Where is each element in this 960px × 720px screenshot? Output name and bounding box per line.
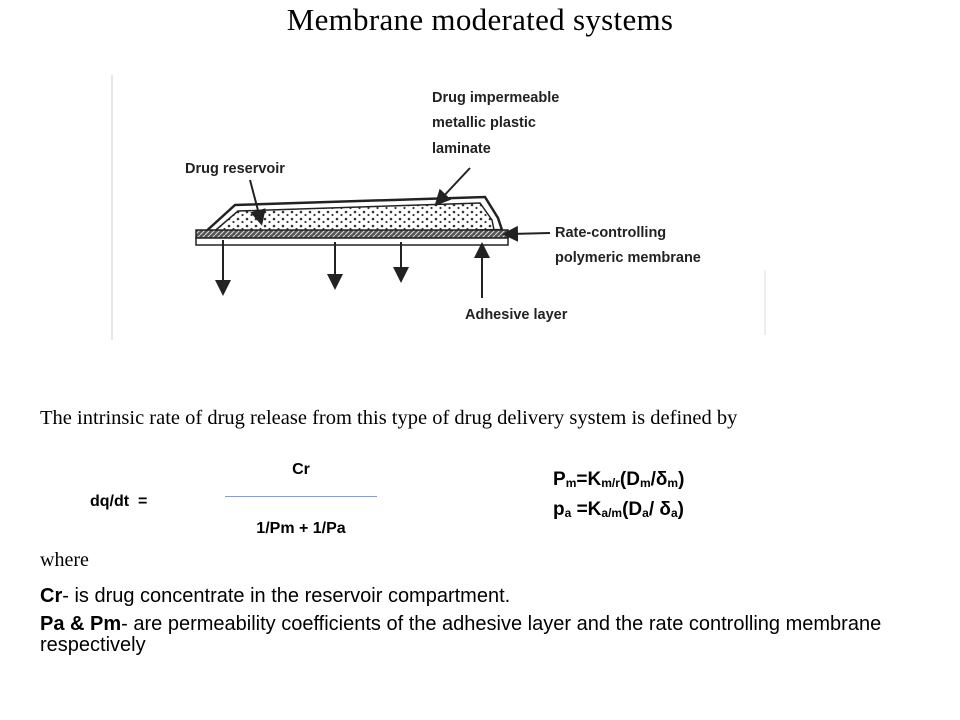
adhesive-layer xyxy=(196,238,508,245)
rate-controlling-membrane xyxy=(196,230,508,238)
membrane-permeability-equation: $P_m=K_{m/r}(D_m/\delta_m)$ xyxy=(553,469,685,490)
label-reservoir: Drug reservoir xyxy=(185,161,285,177)
label-adhesive: Adhesive layer xyxy=(465,307,568,323)
label-laminate-1: Drug impermeable xyxy=(432,90,560,106)
pointer-laminate xyxy=(440,168,470,200)
transdermal-system-diagram xyxy=(110,70,770,360)
where-label: where xyxy=(40,549,89,571)
equation-lhs: dq/dt = xyxy=(90,493,148,510)
label-membrane-1: Rate-controlling xyxy=(555,225,667,241)
label-laminate-3: laminate xyxy=(432,141,491,157)
intro-text: The intrinsic rate of drug release from this type of drug delivery system is defined by xyxy=(40,407,738,429)
label-membrane-2: polymeric membrane xyxy=(555,250,701,266)
label-laminate-2: metallic plastic xyxy=(432,115,536,131)
pointer-membrane xyxy=(510,233,550,234)
equation-numerator: Cr xyxy=(292,461,310,478)
fraction-bar xyxy=(225,496,377,497)
adhesive-permeability-equation: $p_a =K_{a/m}(D_a/$ $\delta_a$) xyxy=(553,499,684,520)
definition-cr: Cr- is drug concentrate in the reservoir compartment. xyxy=(40,585,511,607)
page-title: Membrane moderated systems xyxy=(286,2,674,37)
definition-pa-pm: Pa & Pm- are permeability coefficients of the adhesive layer and the rate controlling membrane respectively xyxy=(40,613,882,656)
equation-denominator: 1/Pm + 1/Pa xyxy=(256,520,346,537)
